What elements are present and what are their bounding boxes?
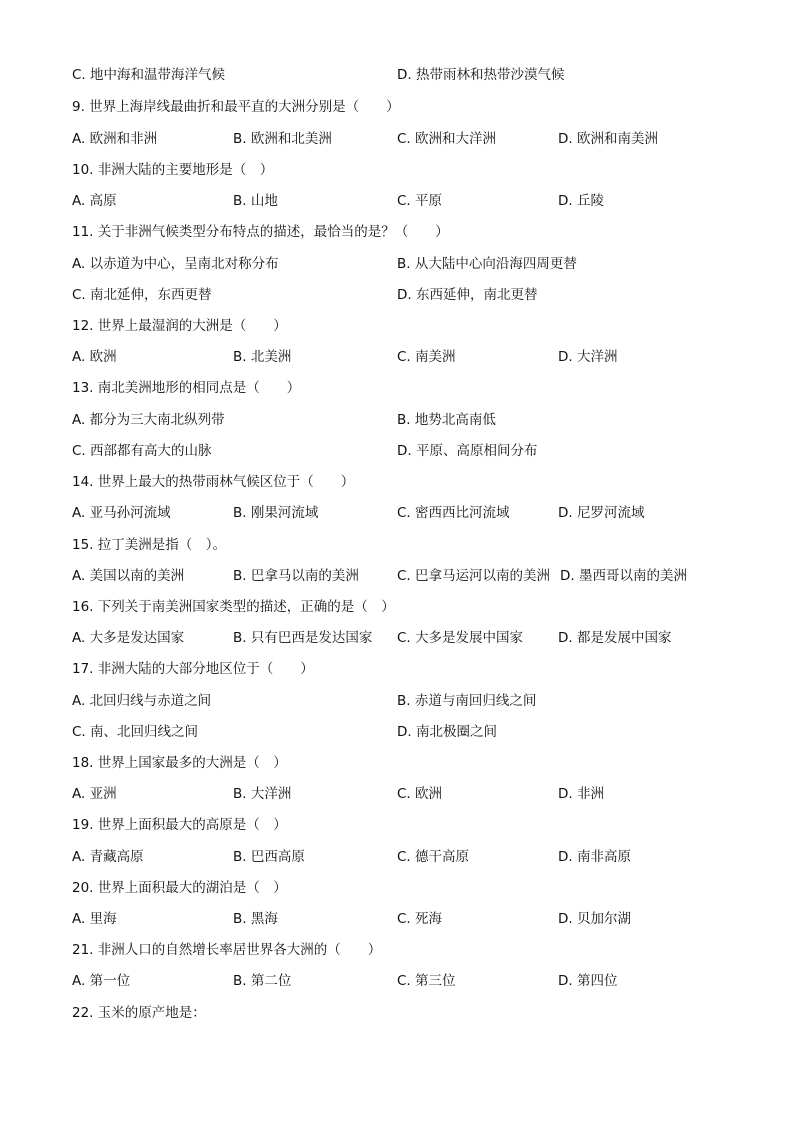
option-d: D. 热带雨林和热带沙漠气候 bbox=[397, 67, 565, 83]
option-b: B. 地势北高南低 bbox=[397, 412, 496, 428]
question-17-stem bbox=[0, 657, 794, 681]
option-c: C. 大多是发展中国家 bbox=[397, 630, 524, 646]
option-b: B. 巴西高原 bbox=[233, 849, 305, 865]
option-d: D. 尼罗河流域 bbox=[558, 505, 645, 521]
option-d: D. 南非高原 bbox=[558, 849, 631, 865]
question-22-stem bbox=[0, 1001, 794, 1025]
question-17-options-row-2 bbox=[0, 720, 794, 744]
option-c: C. 西部都有高大的山脉 bbox=[72, 443, 212, 459]
question-stem: 21. 非洲人口的自然增长率居世界各大洲的（ ） bbox=[72, 942, 382, 958]
question-stem: 10. 非洲大陆的主要地形是（ ） bbox=[72, 162, 274, 178]
option-b: B. 黑海 bbox=[233, 911, 278, 927]
question-13-stem bbox=[0, 376, 794, 400]
option-a: A. 欧洲 bbox=[72, 349, 117, 365]
option-d: D. 贝加尔湖 bbox=[558, 911, 631, 927]
question-stem: 12. 世界上最湿润的大洲是（ ） bbox=[72, 318, 287, 334]
option-c: C. 平原 bbox=[397, 193, 443, 209]
option-d: D. 大洋洲 bbox=[558, 349, 618, 365]
option-c: C. 死海 bbox=[397, 911, 443, 927]
question-stem: 19. 世界上面积最大的高原是（ ） bbox=[72, 817, 287, 833]
question-stem: 20. 世界上面积最大的湖泊是（ ） bbox=[72, 880, 287, 896]
question-9-options-row bbox=[0, 127, 794, 151]
question-19-options-row bbox=[0, 845, 794, 869]
option-a: A. 亚马孙河流域 bbox=[72, 505, 171, 521]
option-c: C. 德干高原 bbox=[397, 849, 470, 865]
option-a: A. 青藏高原 bbox=[72, 849, 144, 865]
option-a: A. 欧洲和非洲 bbox=[72, 131, 158, 147]
option-d: D. 第四位 bbox=[558, 973, 618, 989]
question-11-options-row-1 bbox=[0, 252, 794, 276]
question-stem: 16. 下列关于南美洲国家类型的描述，正确的是（ ） bbox=[72, 599, 395, 615]
option-a: A. 以赤道为中心，呈南北对称分布 bbox=[72, 256, 279, 272]
option-c: C. 地中海和温带海洋气候 bbox=[72, 67, 226, 83]
question-stem: 15. 拉丁美洲是指（ ）。 bbox=[72, 537, 227, 553]
option-a: A. 大多是发达国家 bbox=[72, 630, 185, 646]
option-c: C. 欧洲和大洋洲 bbox=[397, 131, 497, 147]
option-c: C. 欧洲 bbox=[397, 786, 443, 802]
question-stem: 11. 关于非洲气候类型分布特点的描述，最恰当的是？（ ） bbox=[72, 224, 449, 240]
question-18-options-row bbox=[0, 782, 794, 806]
option-d: D. 欧洲和南美洲 bbox=[558, 131, 658, 147]
option-a: A. 亚洲 bbox=[72, 786, 117, 802]
option-b: B. 欧洲和北美洲 bbox=[233, 131, 332, 147]
question-11-stem bbox=[0, 220, 794, 244]
option-c: C. 巴拿马运河以南的美洲 bbox=[397, 568, 551, 584]
option-b: B. 赤道与南回归线之间 bbox=[397, 693, 537, 709]
question-stem: 9. 世界上海岸线最曲折和最平直的大洲分别是（ ） bbox=[72, 99, 400, 115]
question-16-options-row bbox=[0, 626, 794, 650]
option-d: D. 丘陵 bbox=[558, 193, 604, 209]
option-c: C. 南北延伸，东西更替 bbox=[72, 287, 212, 303]
question-stem: 13. 南北美洲地形的相同点是（ ） bbox=[72, 380, 301, 396]
question-15-stem bbox=[0, 533, 794, 557]
question-18-stem bbox=[0, 751, 794, 775]
question-14-options-row bbox=[0, 501, 794, 525]
option-c: C. 南、北回归线之间 bbox=[72, 724, 199, 740]
option-b: B. 第二位 bbox=[233, 973, 292, 989]
question-stem: 22. 玉米的原产地是： bbox=[72, 1005, 206, 1021]
question-9-stem bbox=[0, 95, 794, 119]
question-17-options-row-1 bbox=[0, 689, 794, 713]
question-stem: 18. 世界上国家最多的大洲是（ ） bbox=[72, 755, 287, 771]
question-11-options-row-2 bbox=[0, 283, 794, 307]
question-12-stem bbox=[0, 314, 794, 338]
option-d: D. 都是发展中国家 bbox=[558, 630, 672, 646]
question-20-stem bbox=[0, 876, 794, 900]
question-15-options-row bbox=[0, 564, 794, 588]
option-c: C. 南美洲 bbox=[397, 349, 456, 365]
option-a: A. 第一位 bbox=[72, 973, 131, 989]
question-20-options-row bbox=[0, 907, 794, 931]
question-stem: 14. 世界上最大的热带雨林气候区位于（ ） bbox=[72, 474, 355, 490]
question-10-stem bbox=[0, 158, 794, 182]
question-stem: 17. 非洲大陆的大部分地区位于（ ） bbox=[72, 661, 314, 677]
option-a: A. 美国以南的美洲 bbox=[72, 568, 185, 584]
option-b: B. 只有巴西是发达国家 bbox=[233, 630, 373, 646]
question-13-options-row-2 bbox=[0, 439, 794, 463]
option-d: D. 墨西哥以南的美洲 bbox=[560, 568, 687, 584]
option-a: A. 高原 bbox=[72, 193, 117, 209]
option-d: D. 非洲 bbox=[558, 786, 604, 802]
option-b: B. 大洋洲 bbox=[233, 786, 292, 802]
option-d: D. 南北极圈之间 bbox=[397, 724, 497, 740]
option-b: B. 从大陆中心向沿海四周更替 bbox=[397, 256, 577, 272]
option-b: B. 山地 bbox=[233, 193, 278, 209]
question-10-options-row bbox=[0, 189, 794, 213]
question-13-options-row-1 bbox=[0, 408, 794, 432]
option-b: B. 巴拿马以南的美洲 bbox=[233, 568, 359, 584]
question-12-options-row bbox=[0, 345, 794, 369]
option-c: C. 第三位 bbox=[397, 973, 456, 989]
option-a: A. 北回归线与赤道之间 bbox=[72, 693, 212, 709]
option-d: D. 平原、高原相间分布 bbox=[397, 443, 538, 459]
option-a: A. 都分为三大南北纵列带 bbox=[72, 412, 225, 428]
option-b: B. 刚果河流域 bbox=[233, 505, 319, 521]
option-b: B. 北美洲 bbox=[233, 349, 292, 365]
option-c: C. 密西西比河流域 bbox=[397, 505, 510, 521]
question-21-options-row bbox=[0, 969, 794, 993]
question-19-stem bbox=[0, 813, 794, 837]
question-8-options-row bbox=[0, 63, 794, 87]
question-16-stem bbox=[0, 595, 794, 619]
option-a: A. 里海 bbox=[72, 911, 117, 927]
question-14-stem bbox=[0, 470, 794, 494]
option-d: D. 东西延伸，南北更替 bbox=[397, 287, 538, 303]
question-21-stem bbox=[0, 938, 794, 962]
